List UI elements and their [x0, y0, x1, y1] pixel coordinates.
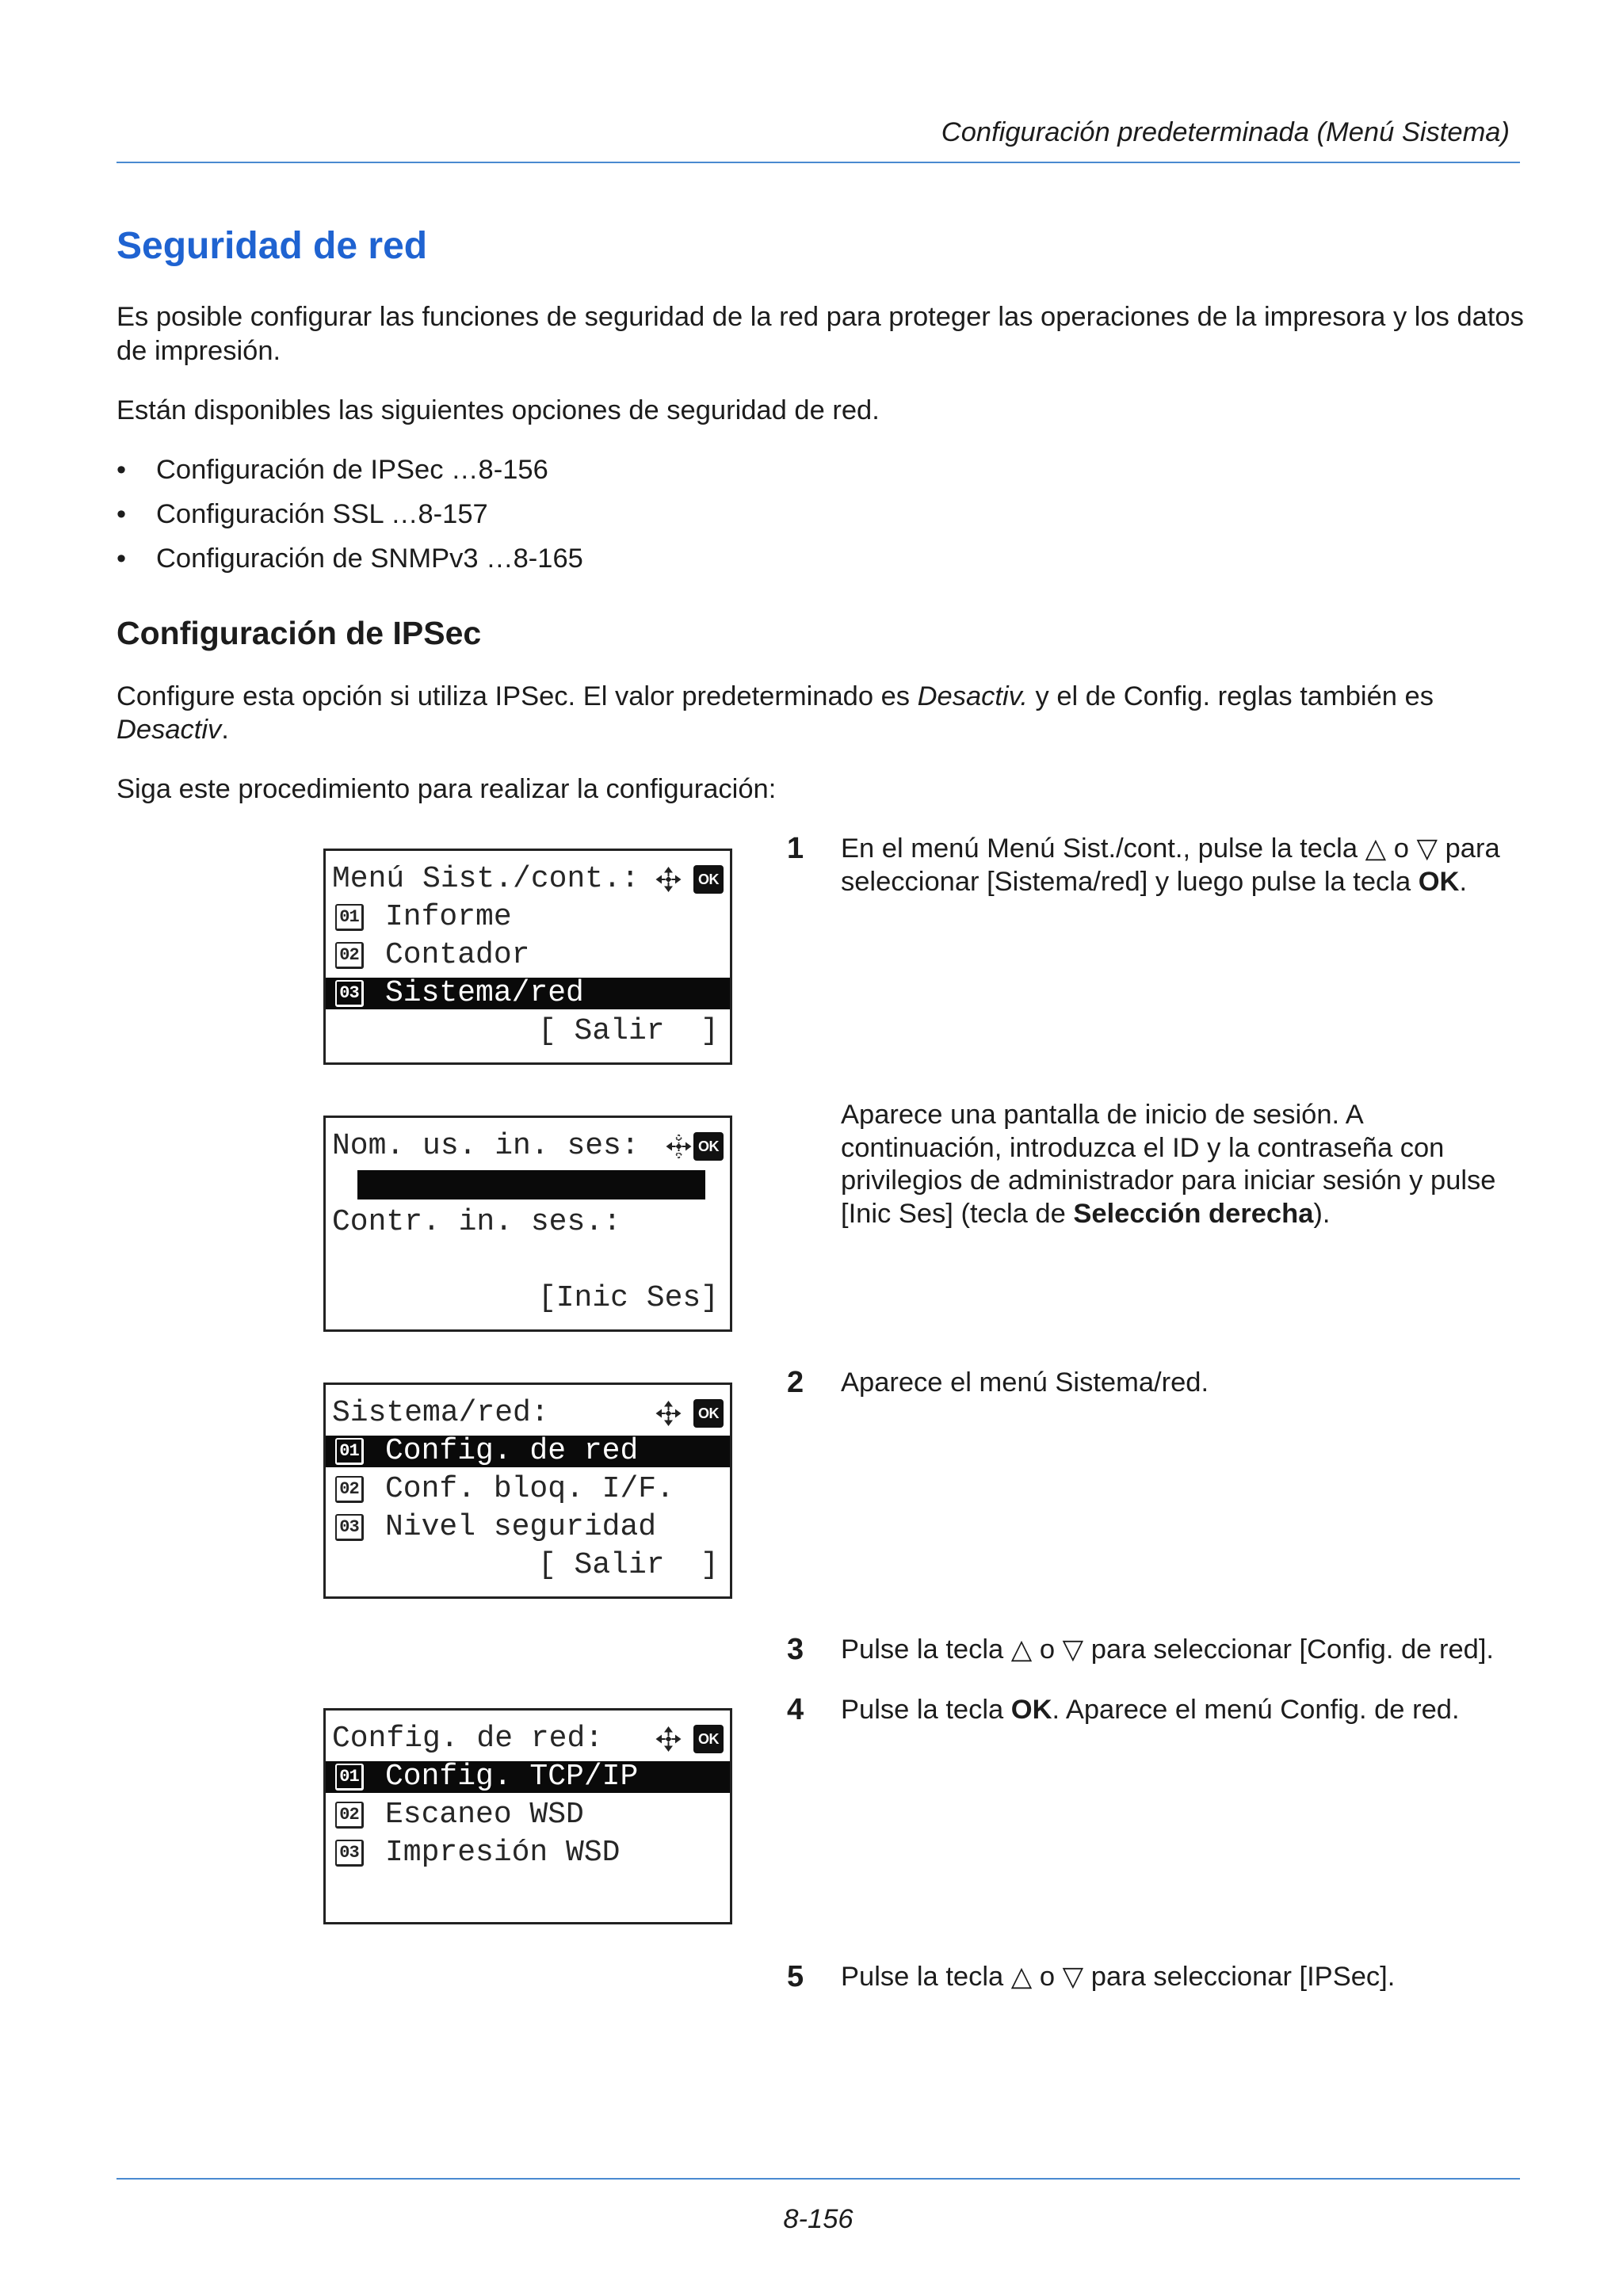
lcd-screen-login — [323, 1116, 732, 1332]
item-label: Sistema/red — [385, 976, 584, 1010]
item-number-badge: 01 — [335, 1764, 364, 1791]
running-header-title: Configuración predeterminada (Menú Sistema) — [941, 117, 1510, 147]
step-line: Pulse la tecla △ o ▽ para seleccionar [IPSec]. — [841, 1962, 1396, 1992]
step-number: 1 — [787, 832, 804, 865]
lcd-title: Menú Sist./cont.: — [332, 862, 640, 896]
lcd-softkey-row — [326, 1280, 730, 1318]
step-number: 3 — [787, 1633, 804, 1666]
password-field-label: Contr. in. ses.: — [332, 1205, 621, 1239]
step-text — [841, 832, 1500, 898]
lcd-menu-item — [326, 1796, 730, 1834]
lcd-menu-item — [326, 1834, 730, 1872]
step-number: 4 — [787, 1693, 804, 1726]
note-line: privilegios de administrador para iniciar sesión y pulse — [841, 1165, 1496, 1196]
list-item: Configuración SSL …8-157 — [156, 499, 488, 529]
text-run: . Aparece el menú Config. de red. — [1052, 1695, 1460, 1725]
footer-rule — [116, 2178, 1520, 2180]
procedure-intro — [116, 772, 776, 807]
item-label: Config. TCP/IP — [385, 1760, 639, 1794]
step-line: Pulse la tecla △ o ▽ para seleccionar [Config. de red]. — [841, 1634, 1494, 1665]
ipsec-description-line — [116, 680, 1434, 713]
text-run: y el de Config. reglas también es — [1027, 681, 1434, 711]
lcd-screen-system-network — [323, 1383, 732, 1599]
lcd-rows — [326, 860, 730, 1051]
text-run: Configure esta opción si utiliza IPSec. El valor predeterminado es — [116, 681, 918, 711]
step-text — [841, 1960, 1395, 1993]
item-number-badge: 01 — [335, 1438, 364, 1465]
header-rule — [116, 162, 1520, 163]
item-label: Config. de red — [385, 1434, 639, 1468]
item-label: Contador — [385, 938, 530, 972]
list-item: Configuración de SNMPv3 …8-165 — [156, 543, 583, 574]
softkey-label: [ Salir ] — [537, 1014, 719, 1048]
ok-key-icon: OK — [693, 865, 724, 894]
lcd-title-row — [326, 1720, 730, 1758]
lcd-rows — [326, 1127, 730, 1318]
lcd-title: Sistema/red: — [332, 1396, 549, 1430]
lcd-screen-system-menu — [323, 849, 732, 1065]
section-title: Seguridad de red — [116, 225, 428, 267]
intro-line: de impresión. — [116, 336, 281, 366]
lcd-menu-item — [326, 1508, 730, 1547]
item-label: Escaneo WSD — [385, 1798, 584, 1832]
login-note — [841, 1099, 1495, 1230]
item-number-badge: 03 — [335, 980, 364, 1007]
item-number-badge: 02 — [335, 1802, 364, 1829]
item-label: Impresión WSD — [385, 1836, 621, 1870]
item-number-badge: 01 — [335, 904, 364, 931]
item-number-badge: 03 — [335, 1514, 364, 1541]
item-label: Conf. bloq. I/F. — [385, 1472, 674, 1506]
step-line — [841, 1693, 1460, 1726]
step-text — [841, 1693, 1460, 1726]
item-number-badge: 03 — [335, 1840, 364, 1867]
step-number: 2 — [787, 1366, 804, 1399]
step-text — [841, 1366, 1209, 1399]
softkey-label: [ Salir ] — [537, 1548, 719, 1582]
step-line — [841, 865, 1500, 898]
options-intro — [116, 394, 880, 428]
lcd-empty-row — [326, 1872, 730, 1910]
lcd-rows — [326, 1394, 730, 1585]
page-number: 8-156 — [783, 2204, 854, 2234]
key-name: OK — [1418, 867, 1460, 897]
ok-key-icon: OK — [693, 1132, 724, 1161]
lcd-input-row — [326, 1165, 730, 1203]
ipsec-description — [116, 680, 1434, 746]
subsection-heading: Configuración de IPSec — [116, 615, 482, 651]
lcd-field-label-row — [326, 1203, 730, 1241]
procedure-intro-text: Siga este procedimiento para realizar la configuración: — [116, 774, 777, 804]
item-label: Informe — [385, 900, 512, 934]
item-label: Nivel seguridad — [385, 1510, 657, 1544]
lcd-empty-row — [326, 1241, 730, 1280]
lcd-menu-item — [326, 1470, 730, 1508]
text-run: . — [1459, 867, 1468, 897]
softkey-label: [Inic Ses] — [537, 1281, 719, 1315]
lcd-screen-network-settings — [323, 1708, 732, 1924]
ok-key-icon: OK — [693, 1399, 724, 1428]
bullet-marker: • — [116, 455, 127, 485]
bullet-marker: • — [116, 543, 127, 574]
text-run: Pulse la tecla — [841, 1695, 1011, 1725]
step-line: En el menú Menú Sist./cont., pulse la tecla △ o ▽ para — [841, 833, 1500, 864]
note-line: Aparece una pantalla de inicio de sesión. A — [841, 1100, 1364, 1130]
lcd-softkey-row — [326, 1013, 730, 1051]
options-intro-text: Están disponibles las siguientes opciones de seguridad de red. — [116, 395, 880, 425]
lcd-softkey-row — [326, 1547, 730, 1585]
text-run: ). — [1313, 1198, 1331, 1229]
lcd-menu-item — [326, 1758, 730, 1796]
text-run: seleccionar [Sistema/red] y luego pulse la tecla — [841, 867, 1419, 897]
intro-paragraph — [116, 300, 1524, 368]
lcd-title: Nom. us. in. ses: — [332, 1129, 640, 1163]
emphasis: Desactiv — [116, 715, 222, 745]
bullet-marker: • — [116, 499, 127, 529]
lcd-menu-item — [326, 974, 730, 1013]
text-run: . — [221, 715, 229, 745]
emphasis: Desactiv. — [917, 681, 1028, 711]
lcd-title-row — [326, 1394, 730, 1432]
text-run: [Inic Ses] (tecla de — [841, 1198, 1074, 1229]
lcd-title-row — [326, 860, 730, 898]
key-name: OK — [1010, 1695, 1052, 1725]
lcd-menu-item — [326, 898, 730, 936]
key-name: Selección derecha — [1073, 1198, 1314, 1229]
note-line — [841, 1198, 1495, 1231]
item-number-badge: 02 — [335, 1476, 364, 1503]
step-text — [841, 1633, 1494, 1666]
lcd-menu-item — [326, 936, 730, 974]
step-number: 5 — [787, 1960, 804, 1993]
note-line: continuación, introduzca el ID y la contraseña con — [841, 1132, 1445, 1163]
lcd-rows — [326, 1720, 730, 1910]
item-number-badge: 02 — [335, 942, 364, 969]
intro-line: Es posible configurar las funciones de seguridad de la red para proteger las operaciones de la impresora y los datos — [116, 302, 1524, 332]
ok-key-icon: OK — [693, 1725, 724, 1753]
list-item: Configuración de IPSec …8-156 — [156, 455, 548, 485]
username-input-field — [357, 1170, 705, 1199]
lcd-title: Config. de red: — [332, 1722, 604, 1756]
lcd-menu-item — [326, 1432, 730, 1470]
ipsec-description-line — [116, 713, 1434, 746]
lcd-title-row — [326, 1127, 730, 1165]
step-line: Aparece el menú Sistema/red. — [841, 1367, 1209, 1398]
